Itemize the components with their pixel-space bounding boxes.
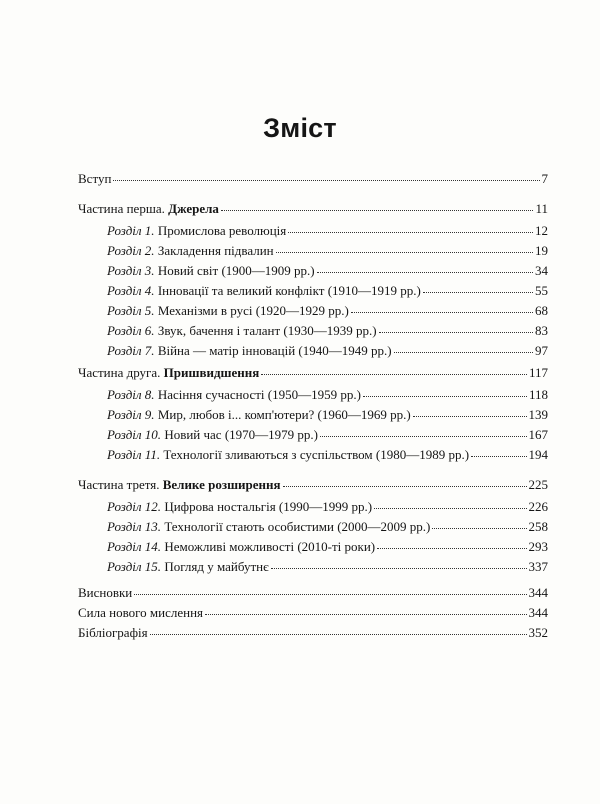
leader-dots bbox=[351, 312, 533, 313]
leader-dots bbox=[317, 272, 533, 273]
page-number: 11 bbox=[535, 201, 548, 216]
toc-entry-intro[interactable] bbox=[78, 171, 548, 187]
page-number: 337 bbox=[528, 559, 548, 574]
leader-dots bbox=[288, 232, 533, 233]
leader-dots bbox=[261, 374, 527, 375]
page-number: 19 bbox=[535, 243, 548, 258]
toc-entry-label: Бібліографія bbox=[78, 625, 148, 640]
toc-entry-label: Частина третя. Велике розширення bbox=[78, 477, 281, 492]
page-number: 83 bbox=[535, 323, 548, 338]
toc-entry-label: Висновки bbox=[78, 585, 133, 600]
toc-entry-label: Розділ 5. Механізми в русі (1920—1929 рр.) bbox=[107, 303, 349, 318]
toc-chapter-3[interactable] bbox=[107, 263, 548, 279]
leader-dots bbox=[283, 486, 527, 487]
page-number: 7 bbox=[541, 171, 548, 186]
toc-chapter-15[interactable] bbox=[107, 559, 548, 575]
leader-dots bbox=[221, 210, 534, 211]
page-number: 344 bbox=[528, 585, 548, 600]
toc-chapter-9[interactable] bbox=[107, 407, 548, 423]
toc-entry-conclusions[interactable] bbox=[78, 585, 548, 601]
toc-chapter-11[interactable] bbox=[107, 447, 548, 463]
page-number: 117 bbox=[528, 365, 548, 380]
toc-chapter-6[interactable] bbox=[107, 323, 548, 339]
leader-dots bbox=[394, 352, 533, 353]
leader-dots bbox=[205, 614, 526, 615]
toc-part-2[interactable] bbox=[78, 365, 548, 381]
leader-dots bbox=[134, 594, 526, 595]
page-number: 68 bbox=[535, 303, 548, 318]
toc-chapter-14[interactable] bbox=[107, 539, 548, 555]
page-number: 118 bbox=[528, 387, 548, 402]
toc-chapter-8[interactable] bbox=[107, 387, 548, 403]
toc-chapter-2[interactable] bbox=[107, 243, 548, 259]
toc-chapter-10[interactable] bbox=[107, 427, 548, 443]
toc-entry-label: Розділ 14. Неможливі можливості (2010-ті роки) bbox=[107, 539, 376, 554]
toc-entry-label: Розділ 9. Мир, любов і... комп'ютери? (1960—1969 рр.) bbox=[107, 407, 411, 422]
toc-entry-label: Розділ 12. Цифрова ностальгія (1990—1999 рр.) bbox=[107, 499, 373, 514]
leader-dots bbox=[363, 396, 527, 397]
toc-entry-label: Частина перша. Джерела bbox=[78, 201, 219, 216]
page-number: 34 bbox=[535, 263, 548, 278]
leader-dots bbox=[276, 252, 533, 253]
toc-entry-label: Розділ 10. Новий час (1970—1979 рр.) bbox=[107, 427, 318, 442]
page-number: 12 bbox=[535, 223, 548, 238]
toc-chapter-12[interactable] bbox=[107, 499, 548, 515]
toc-part-3[interactable] bbox=[78, 477, 548, 493]
toc-chapter-13[interactable] bbox=[107, 519, 548, 535]
leader-dots bbox=[271, 568, 527, 569]
toc-entry-label: Розділ 1. Промислова революція bbox=[107, 223, 287, 238]
page-number: 352 bbox=[528, 625, 548, 640]
leader-dots bbox=[374, 508, 526, 509]
toc-entry-label: Розділ 6. Звук, бачення і талант (1930—1939 рр.) bbox=[107, 323, 377, 338]
toc-entry-label: Розділ 7. Війна — матір інновацій (1940—1949 рр.) bbox=[107, 343, 392, 358]
toc-chapter-5[interactable] bbox=[107, 303, 548, 319]
leader-dots bbox=[150, 634, 527, 635]
page-number: 344 bbox=[528, 605, 548, 620]
toc-entry-label: Розділ 2. Закладення підвалин bbox=[107, 243, 274, 258]
page-number: 167 bbox=[528, 427, 548, 442]
leader-dots bbox=[113, 180, 539, 181]
toc-entry-label: Сила нового мислення bbox=[78, 605, 204, 620]
page-number: 55 bbox=[535, 283, 548, 298]
toc-entry-label: Розділ 3. Новий світ (1900—1909 рр.) bbox=[107, 263, 315, 278]
page-number: 226 bbox=[528, 499, 548, 514]
page-title: Зміст bbox=[263, 113, 337, 143]
leader-dots bbox=[413, 416, 527, 417]
leader-dots bbox=[471, 456, 526, 457]
toc-entry-bibliography[interactable] bbox=[78, 625, 548, 641]
toc-entry-label: Розділ 15. Погляд у майбутнє bbox=[107, 559, 269, 574]
leader-dots bbox=[379, 332, 533, 333]
toc-part-1[interactable] bbox=[78, 201, 548, 217]
toc-entry-label: Розділ 4. Інновації та великий конфлікт (1910—1919 рр.) bbox=[107, 283, 421, 298]
leader-dots bbox=[377, 548, 526, 549]
leader-dots bbox=[320, 436, 527, 437]
toc-chapter-7[interactable] bbox=[107, 343, 548, 359]
page-number: 194 bbox=[528, 447, 548, 462]
toc-entry-label: Частина друга. Пришвидшення bbox=[78, 365, 260, 380]
leader-dots bbox=[432, 528, 526, 529]
toc-chapter-4[interactable] bbox=[107, 283, 548, 299]
page-number: 225 bbox=[528, 477, 548, 492]
page-number: 293 bbox=[528, 539, 548, 554]
toc-entry-new-thinking[interactable] bbox=[78, 605, 548, 621]
toc-entry-label: Розділ 13. Технології стають особистими (2000—2009 рр.) bbox=[107, 519, 431, 534]
page-number: 139 bbox=[528, 407, 548, 422]
page-number: 97 bbox=[535, 343, 548, 358]
page-number: 258 bbox=[528, 519, 548, 534]
toc-entry-label: Вступ bbox=[78, 171, 112, 186]
leader-dots bbox=[423, 292, 533, 293]
toc-entry-label: Розділ 11. Технології зливаються з суспільством (1980—1989 рр.) bbox=[107, 447, 470, 462]
toc-entry-label: Розділ 8. Насіння сучасності (1950—1959 рр.) bbox=[107, 387, 361, 402]
toc-chapter-1[interactable] bbox=[107, 223, 548, 239]
